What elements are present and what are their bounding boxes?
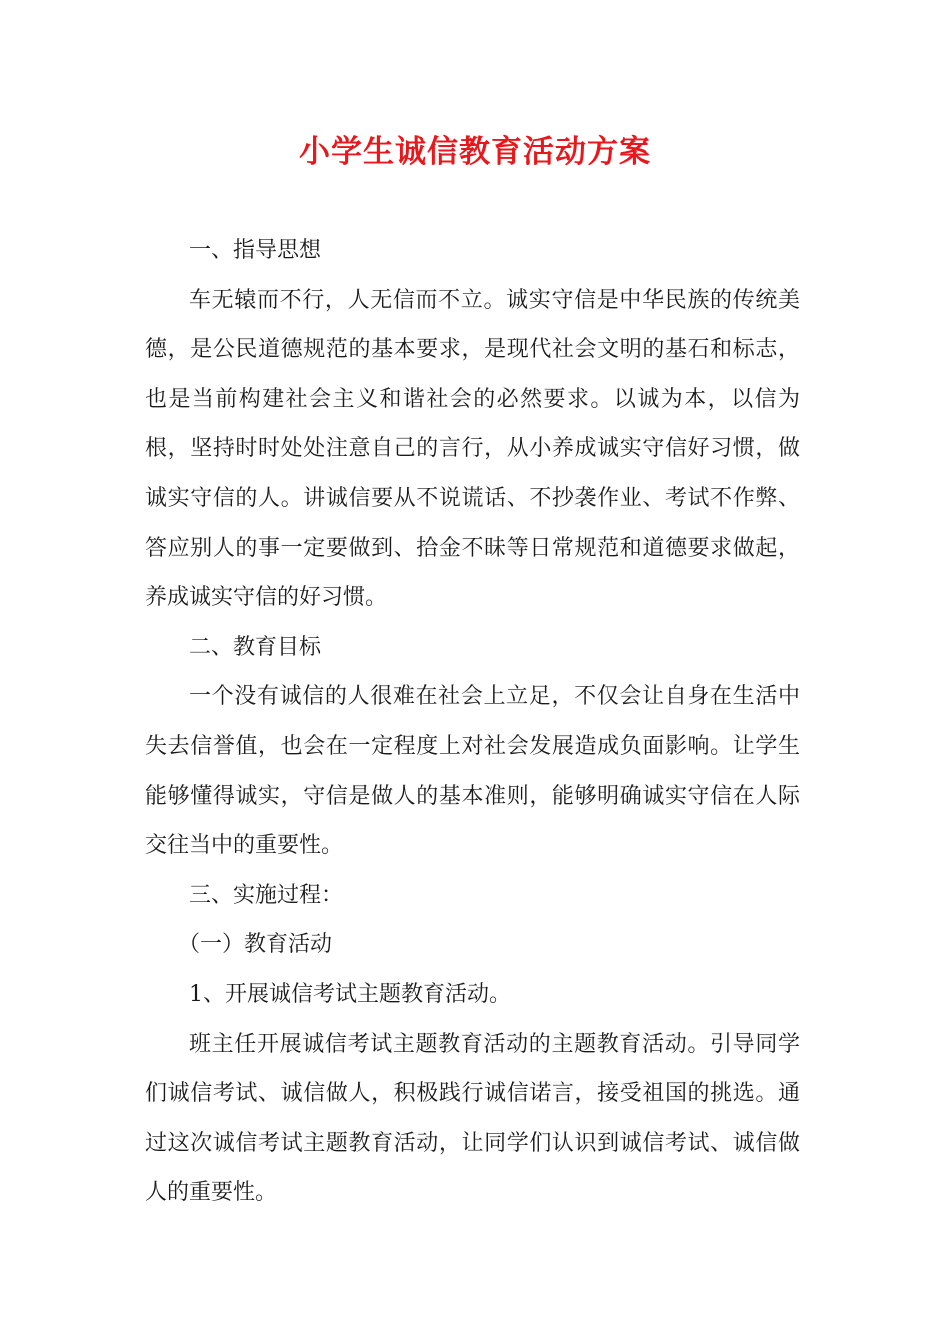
section-heading-implementation: 三、实施过程： bbox=[189, 882, 344, 908]
document-body bbox=[145, 226, 800, 1218]
subsection-heading-education-activities: （一）教育活动 bbox=[178, 932, 333, 958]
item-paragraph-honesty-exam: 班主任开展诚信考试主题教育活动的主题教育活动。引导同学们诚信考试、诚信做人，积极践行诚信诺言，接受祖国的挑选。通过这次诚信考试主题教育活动，让同学们认识到诚信考试、诚信做人的重要性。 bbox=[145, 1031, 800, 1206]
item-heading-honesty-exam: 1、开展诚信考试主题教育活动。 bbox=[189, 981, 511, 1007]
section-heading-guiding-ideology: 一、指导思想 bbox=[189, 238, 322, 263]
document-title: 小学生诚信教育活动方案 bbox=[299, 134, 651, 170]
section-paragraph-education-goals: 一个没有诚信的人很难在社会上立足，不仅会让自身在生活中失去信誉值，也会在一定程度上对社会发展造成负面影响。让学生能够懂得诚实，守信是做人的基本准则，能够明确诚实守信在人际交往当中的重要性。 bbox=[145, 684, 800, 859]
section-heading-education-goals: 二、教育目标 bbox=[189, 634, 322, 660]
section-paragraph-guiding-ideology: 车无辕而不行，人无信而不立。诚实守信是中华民族的传统美德，是公民道德规范的基本要求，是现代社会文明的基石和标志，也是当前构建社会主义和谐社会的必然要求。以诚为本，以信为根，坚持时时处处注意自己的言行，从小养成诚实守信好习惯，做诚实守信的人。讲诚信要从不说谎话、不抄袭作业、考试不作弊、答应别人的事一定要做到、拾金不昧等日常规范和道德要求做起，养成诚实守信的好习惯。 bbox=[145, 287, 800, 611]
